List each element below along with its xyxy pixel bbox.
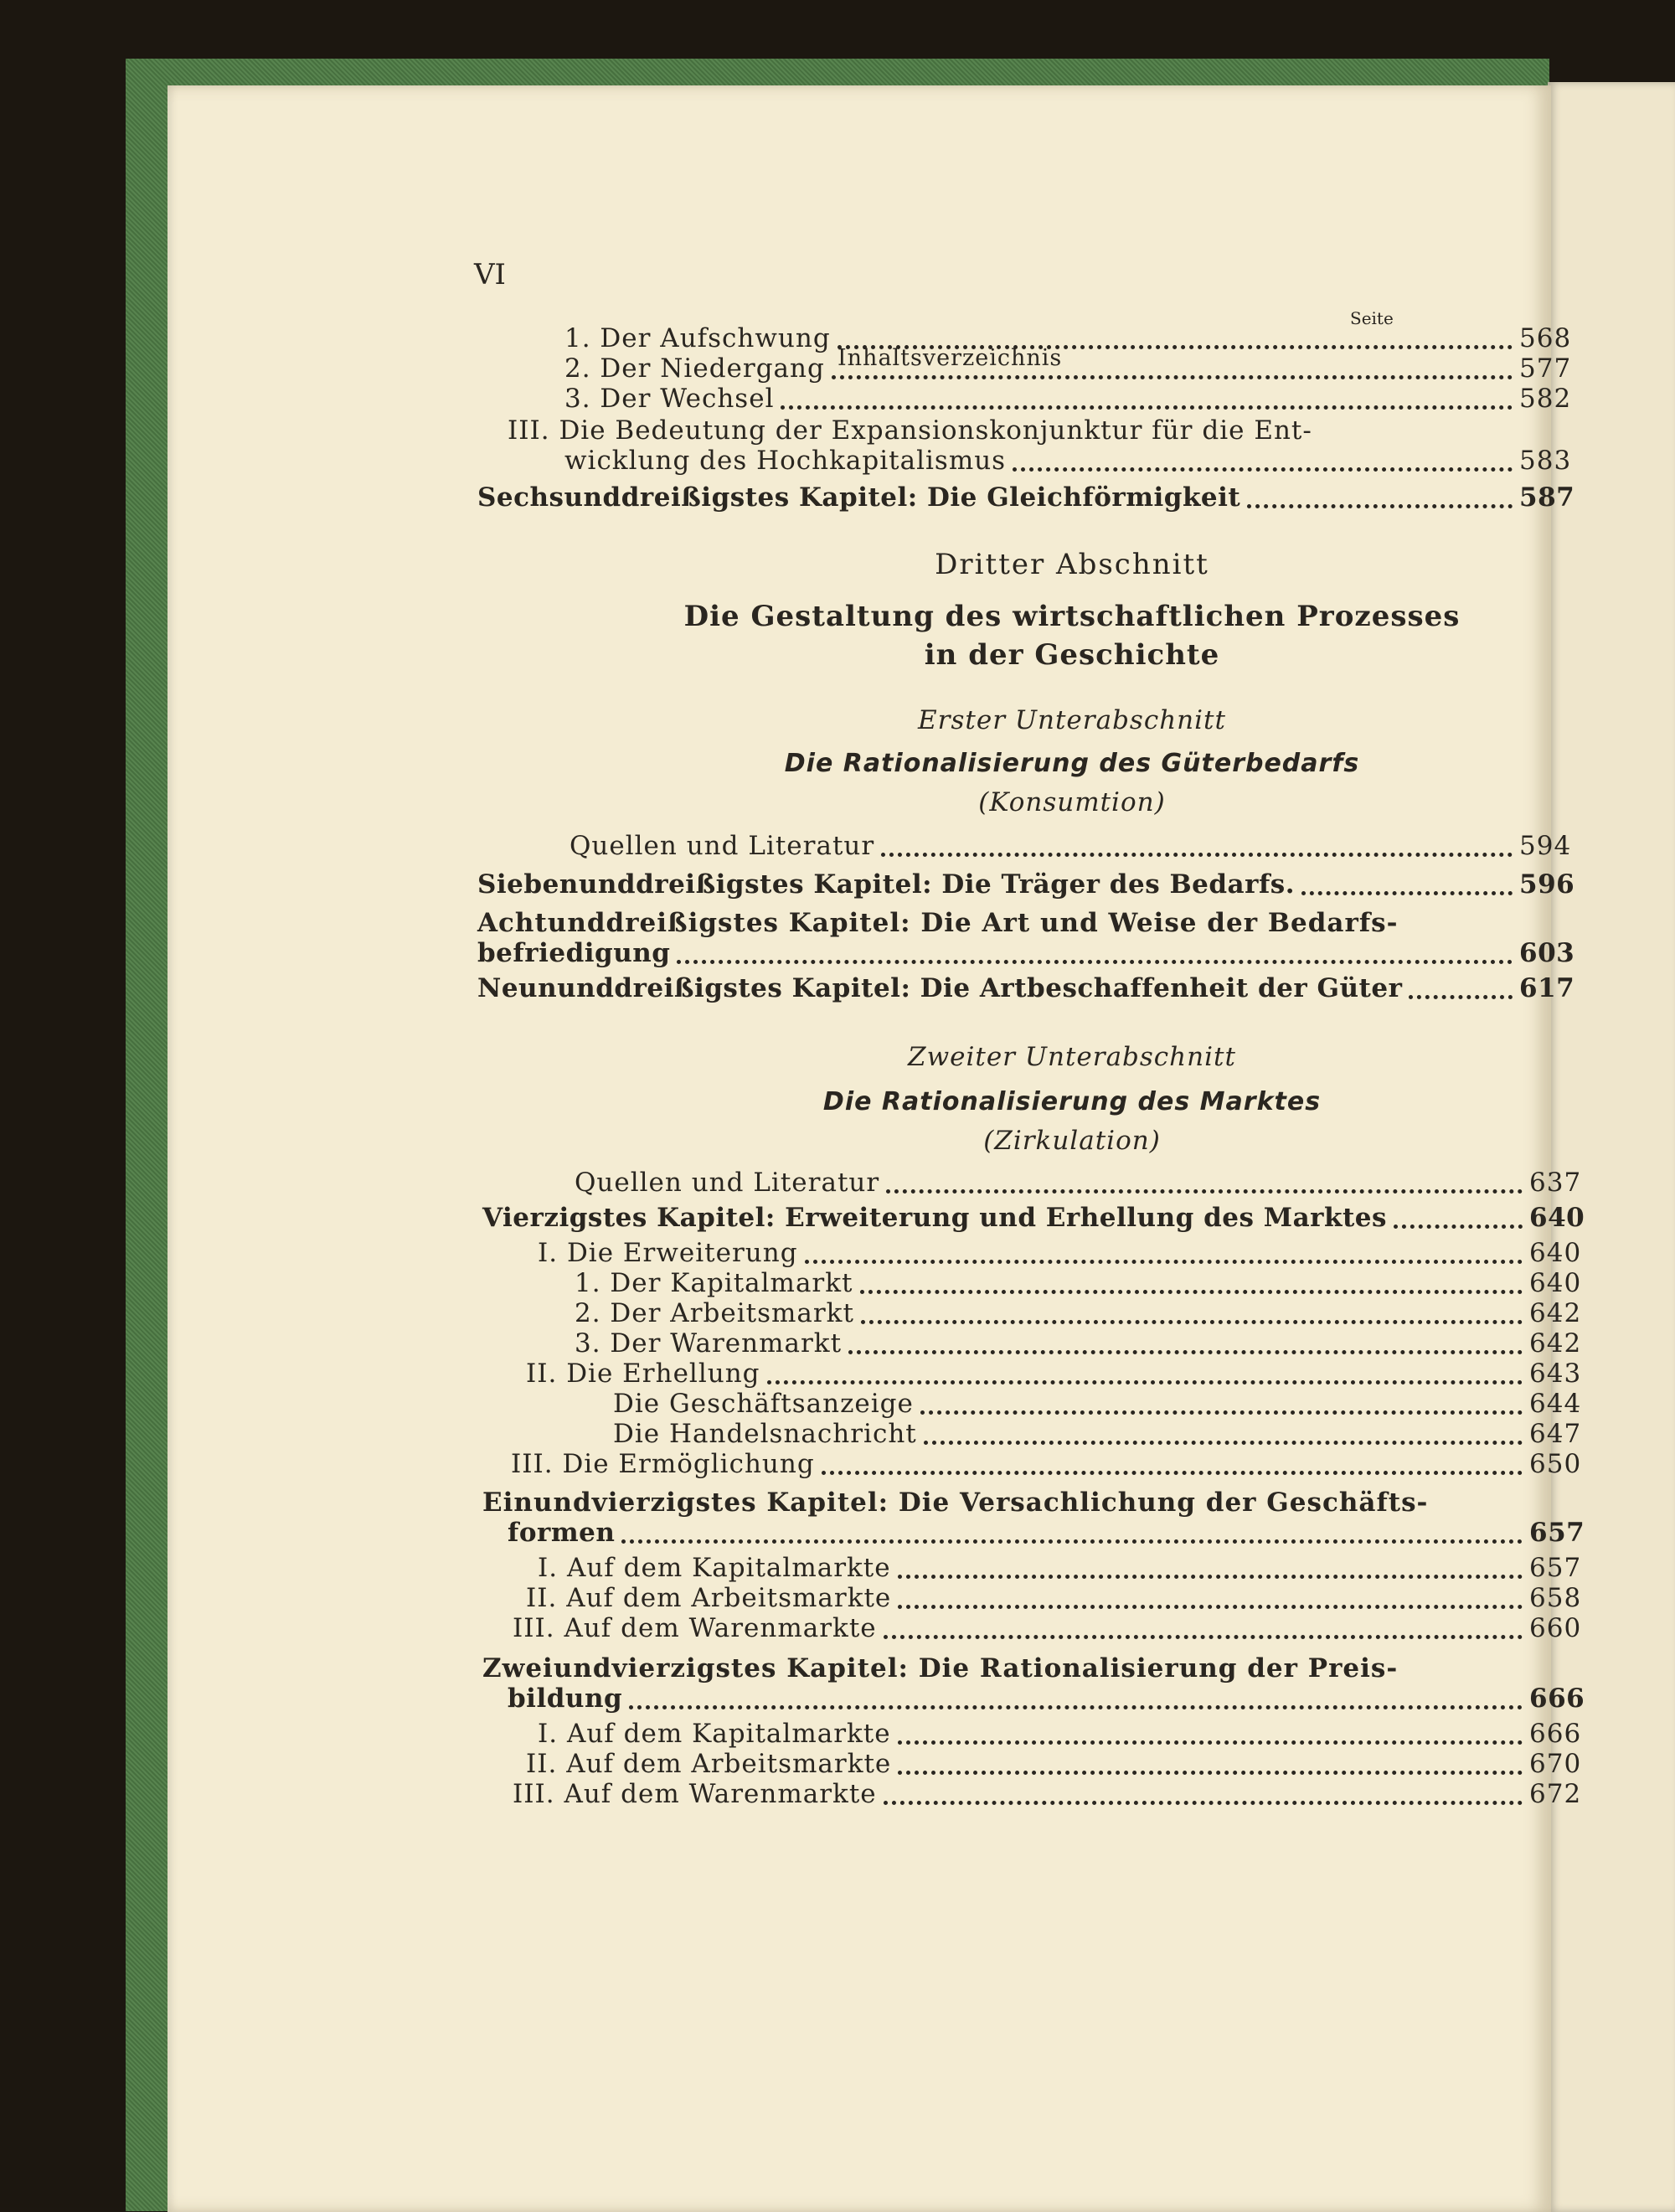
toc-entry-page: 650 bbox=[1529, 1449, 1582, 1479]
chapter-entry-label: bildung bbox=[508, 1683, 623, 1714]
toc-entry-page: 672 bbox=[1529, 1779, 1582, 1809]
section-label: Dritter Abschnitt bbox=[935, 548, 1209, 581]
chapter-entry[interactable] bbox=[482, 1203, 1585, 1236]
chapter-entry-line: Zweiundvierzigstes Kapitel: Die Rationalisierung der Preis- bbox=[482, 1653, 1399, 1683]
chapter-entry-page: 666 bbox=[1529, 1683, 1585, 1714]
chapter-entry-label: Sechsunddreißigstes Kapitel: Die Gleichförmigkeit bbox=[477, 482, 1241, 513]
chapter-entry-label: Siebenunddreißigstes Kapitel: Die Träger des Bedarfs. bbox=[477, 869, 1296, 900]
toc-entry-page: 577 bbox=[1519, 353, 1572, 384]
subsection-title: Die Rationalisierung des Marktes bbox=[822, 1087, 1322, 1116]
toc-entry-label: II. Auf dem Arbeitsmarkte bbox=[526, 1749, 892, 1779]
toc-entry[interactable] bbox=[613, 1389, 1580, 1422]
dot-leader bbox=[781, 405, 1513, 410]
toc-entry-page: 642 bbox=[1529, 1328, 1582, 1359]
toc-entry-label: 2. Der Arbeitsmarkt bbox=[575, 1298, 854, 1328]
toc-entry[interactable] bbox=[575, 1168, 1580, 1201]
dot-leader bbox=[838, 344, 1513, 349]
chapter-entry[interactable] bbox=[508, 1683, 1585, 1717]
dot-leader bbox=[767, 1379, 1523, 1384]
chapter-entry-line: Achtunddreißigstes Kapitel: Die Art und Weise der Bedarfs- bbox=[477, 908, 1399, 938]
toc-entry-page: 647 bbox=[1529, 1419, 1582, 1449]
toc-entry-page: 642 bbox=[1529, 1298, 1582, 1328]
toc-entry-label: III. Auf dem Warenmarkte bbox=[513, 1779, 877, 1809]
subsection-subtitle: (Zirkulation) bbox=[983, 1126, 1161, 1156]
dot-leader bbox=[629, 1704, 1523, 1709]
toc-entry-label: Die Geschäftsanzeige bbox=[613, 1389, 914, 1419]
toc-entry[interactable] bbox=[564, 446, 1572, 479]
toc-entry-label: III. Die Ermöglichung bbox=[511, 1449, 815, 1479]
toc-entry-label: Quellen und Literatur bbox=[570, 831, 875, 861]
toc-entry-label: wicklung des Hochkapitalismus bbox=[564, 446, 1007, 476]
dot-leader bbox=[832, 374, 1513, 379]
toc-entry-page: 643 bbox=[1529, 1359, 1582, 1389]
toc-entry-label: III. Auf dem Warenmarkte bbox=[513, 1613, 877, 1643]
toc-entry[interactable] bbox=[511, 1449, 1580, 1482]
toc-entry[interactable] bbox=[575, 1268, 1580, 1302]
dot-leader bbox=[677, 959, 1513, 964]
toc-entry-page: 658 bbox=[1529, 1583, 1582, 1613]
toc-entry-page: 670 bbox=[1529, 1749, 1582, 1779]
toc-entry-label: II. Auf dem Arbeitsmarkte bbox=[526, 1583, 892, 1613]
dot-leader bbox=[1301, 890, 1513, 895]
subsection-label: Zweiter Unterabschnitt bbox=[908, 1042, 1236, 1072]
toc-entry[interactable] bbox=[513, 1779, 1580, 1812]
section-title-line2: in der Geschichte bbox=[924, 638, 1220, 672]
chapter-entry[interactable] bbox=[508, 1518, 1585, 1551]
toc-entry-page: 640 bbox=[1529, 1268, 1582, 1298]
chapter-entry-page: 596 bbox=[1519, 869, 1575, 900]
dot-leader bbox=[861, 1319, 1523, 1324]
toc-entry-page: 594 bbox=[1519, 831, 1572, 861]
chapter-entry-label: befriedigung bbox=[477, 938, 671, 968]
toc-entry[interactable] bbox=[564, 384, 1572, 417]
toc-entry-page: 637 bbox=[1529, 1168, 1582, 1198]
dot-leader bbox=[1394, 1224, 1523, 1229]
dot-leader bbox=[886, 1188, 1523, 1194]
dot-leader bbox=[898, 1740, 1523, 1745]
seite-label: Seite bbox=[1350, 308, 1394, 328]
chapter-entry[interactable] bbox=[477, 973, 1575, 1007]
dot-leader bbox=[920, 1410, 1523, 1415]
chapter-entry-page: 657 bbox=[1529, 1518, 1585, 1548]
section-title-line1: Die Gestaltung des wirtschaftlichen Prozesses bbox=[683, 600, 1461, 633]
subsection-title: Die Rationalisierung des Güterbedarfs bbox=[784, 749, 1360, 778]
dot-leader bbox=[898, 1574, 1523, 1579]
toc-entry[interactable] bbox=[538, 1553, 1580, 1586]
toc-entry-label: 2. Der Niedergang bbox=[564, 353, 825, 384]
toc-entry[interactable] bbox=[575, 1298, 1580, 1332]
toc-entry[interactable] bbox=[613, 1419, 1580, 1452]
toc-entry-label: 1. Der Kapitalmarkt bbox=[575, 1268, 853, 1298]
chapter-entry-label: formen bbox=[508, 1518, 616, 1548]
subsection-label: Erster Unterabschnitt bbox=[918, 705, 1226, 735]
dot-leader bbox=[860, 1289, 1523, 1294]
toc-entry[interactable] bbox=[538, 1719, 1580, 1752]
dot-leader bbox=[898, 1604, 1523, 1609]
toc-entry-label: 3. Der Wechsel bbox=[564, 384, 775, 414]
toc-entry-label: 3. Der Warenmarkt bbox=[575, 1328, 843, 1359]
toc-entry-label: I. Auf dem Kapitalmarkte bbox=[538, 1553, 891, 1583]
toc-entry[interactable] bbox=[513, 1613, 1580, 1647]
chapter-entry-page: 640 bbox=[1529, 1203, 1585, 1233]
toc-entry[interactable] bbox=[526, 1583, 1580, 1616]
running-title: Inhaltsverzeichnis bbox=[838, 345, 1063, 371]
toc-entry[interactable] bbox=[575, 1328, 1580, 1362]
toc-entry-label: II. Die Erhellung bbox=[526, 1359, 760, 1389]
toc-entry[interactable] bbox=[564, 323, 1572, 357]
toc-entry-page: 640 bbox=[1529, 1238, 1582, 1268]
dot-leader bbox=[805, 1259, 1523, 1264]
dot-leader bbox=[924, 1440, 1523, 1445]
chapter-entry[interactable] bbox=[477, 869, 1575, 903]
dot-leader bbox=[822, 1470, 1523, 1475]
toc-entry-line: III. Die Bedeutung der Expansionskonjunktur für die Ent- bbox=[508, 415, 1312, 446]
dot-leader bbox=[1247, 503, 1513, 508]
dot-leader bbox=[898, 1770, 1523, 1775]
book-page bbox=[168, 85, 1585, 2212]
toc-entry[interactable] bbox=[526, 1359, 1580, 1392]
dot-leader bbox=[1409, 994, 1513, 999]
chapter-entry[interactable] bbox=[477, 482, 1575, 516]
toc-entry-page: 582 bbox=[1519, 384, 1572, 414]
toc-entry[interactable] bbox=[538, 1238, 1580, 1271]
chapter-entry[interactable] bbox=[477, 938, 1575, 972]
chapter-entry-page: 617 bbox=[1519, 973, 1575, 1003]
toc-entry[interactable] bbox=[564, 353, 1572, 387]
dot-leader bbox=[848, 1349, 1523, 1354]
toc-entry-label: Die Handelsnachricht bbox=[613, 1419, 917, 1449]
toc-entry-label: 1. Der Aufschwung bbox=[564, 323, 831, 353]
toc-entry[interactable] bbox=[526, 1749, 1580, 1782]
toc-entry-label: I. Die Erweiterung bbox=[538, 1238, 798, 1268]
chapter-entry-label: Neununddreißigstes Kapitel: Die Artbeschaffenheit der Güter bbox=[477, 973, 1403, 1003]
chapter-entry-label: Vierzigstes Kapitel: Erweiterung und Erhellung des Marktes bbox=[482, 1203, 1387, 1233]
toc-entry-page: 583 bbox=[1519, 446, 1572, 476]
toc-entry-label: I. Auf dem Kapitalmarkte bbox=[538, 1719, 891, 1749]
toc-entry-label: Quellen und Literatur bbox=[575, 1168, 880, 1198]
chapter-entry-line: Einundvierzigstes Kapitel: Die Versachlichung der Geschäfts- bbox=[482, 1488, 1429, 1518]
toc-entry-page: 666 bbox=[1529, 1719, 1582, 1749]
subsection-subtitle: (Konsumtion) bbox=[978, 787, 1166, 817]
chapter-entry-page: 587 bbox=[1519, 482, 1575, 513]
dot-leader bbox=[884, 1800, 1523, 1805]
chapter-entry-page: 603 bbox=[1519, 938, 1575, 968]
toc-entry-page: 568 bbox=[1519, 323, 1572, 353]
dot-leader bbox=[1013, 467, 1513, 472]
dot-leader bbox=[621, 1539, 1523, 1544]
dot-leader bbox=[881, 852, 1513, 857]
toc-entry-page: 644 bbox=[1529, 1389, 1582, 1419]
page-number: VI bbox=[474, 258, 506, 291]
toc-entry[interactable] bbox=[570, 831, 1572, 864]
toc-entry-page: 660 bbox=[1529, 1613, 1582, 1643]
toc-entry-page: 657 bbox=[1529, 1553, 1582, 1583]
dot-leader bbox=[884, 1634, 1523, 1639]
